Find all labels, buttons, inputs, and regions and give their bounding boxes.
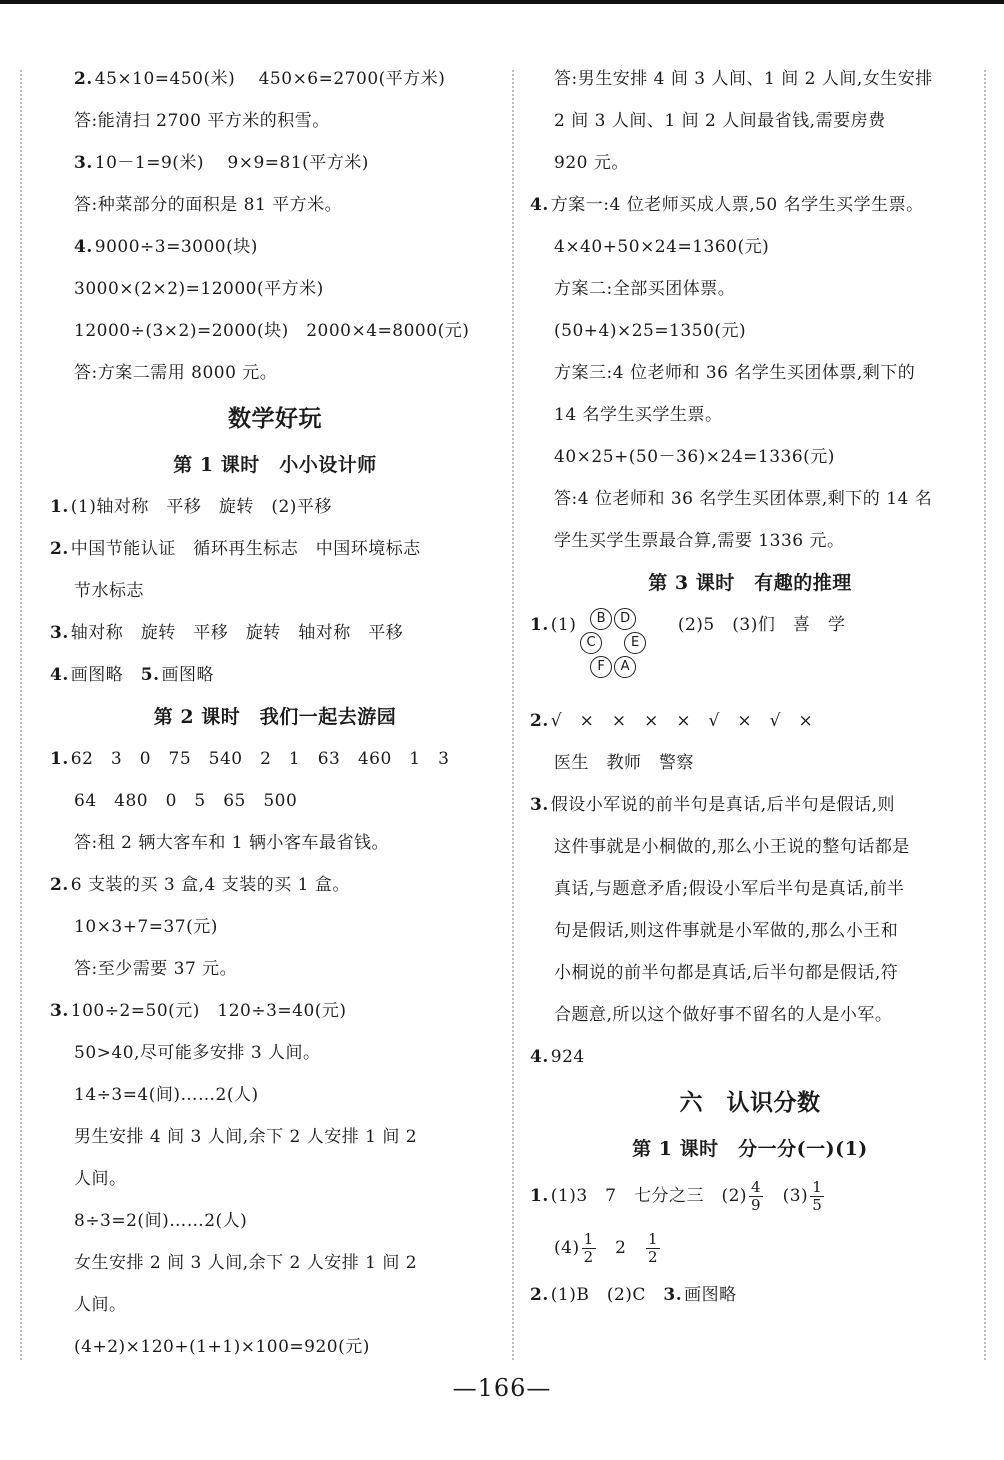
fraction (646, 1231, 660, 1266)
answer-line (530, 268, 970, 310)
circled-letter: D (614, 608, 636, 630)
answer-line (50, 906, 500, 948)
answer-line (50, 1284, 500, 1326)
answer-line (530, 520, 970, 562)
answer-line (50, 570, 500, 612)
answer-text: (1)3 7 七分之三 (2) (550, 1186, 748, 1206)
answer-text: 六 认识分数 (679, 1090, 821, 1116)
answer-line (50, 100, 500, 142)
section-heading (50, 394, 500, 444)
fraction (749, 1179, 763, 1214)
answer-line (530, 868, 970, 910)
answer-text: 64 480 0 5 65 500 (74, 791, 298, 811)
circled-letter: E (624, 632, 646, 654)
answer-text: 920 元。 (554, 153, 629, 173)
right-dotted-rule (984, 70, 986, 1360)
answer-text: 10×3+7=37(元) (74, 917, 218, 937)
answer-line (50, 1326, 500, 1368)
question-number: 3. (530, 795, 549, 815)
answer-line (530, 700, 970, 742)
answer-line (50, 268, 500, 310)
circled-letter: A (614, 656, 636, 678)
answer-line (50, 352, 500, 394)
answer-line (50, 226, 500, 268)
answer-line (50, 1074, 500, 1116)
answer-line (50, 58, 500, 100)
answer-text: 40×25+(50－36)×24=1336(元) (554, 447, 835, 467)
answer-text: 10－1=9(米) 9×9=81(平方米) (94, 153, 369, 173)
answer-text: (4) (554, 1238, 580, 1258)
answer-text: 节水标志 (74, 581, 144, 601)
right-column (530, 58, 970, 1316)
circled-letters (580, 604, 660, 674)
answer-text: (3) (765, 1186, 809, 1206)
answer-text: 答:男生安排 4 间 3 人间、1 间 2 人间,女生安排 (554, 69, 933, 89)
answer-text: 这件事就是小桐做的,那么小王说的整句话都是 (554, 837, 910, 857)
answer-text: 45×10=450(米) 450×6=2700(平方米) (94, 69, 446, 89)
answer-text: (50+4)×25=1350(元) (554, 321, 747, 341)
answer-line (530, 1170, 970, 1222)
answer-line (50, 738, 500, 780)
answer-line (530, 952, 970, 994)
answer-text: 合题意,所以这个做好事不留名的人是小军。 (554, 1005, 893, 1025)
answer-text: 中国节能认证 循环再生标志 中国环境标志 (70, 539, 421, 559)
answer-text: 14÷3=4(间)……2(人) (74, 1085, 259, 1105)
question-number: 2. (50, 875, 69, 895)
answer-text: 句是假话,则这件事就是小军做的,那么小王和 (554, 921, 899, 941)
answer-line (50, 948, 500, 990)
answer-line (530, 1274, 970, 1316)
question-number: 2. (530, 711, 549, 731)
fraction-numerator: 1 (583, 1230, 594, 1248)
answer-line (530, 394, 970, 436)
answer-line (530, 226, 970, 268)
question-number: 1. (530, 615, 549, 635)
question-number: 3. (50, 623, 69, 643)
answer-text: 人间。 (74, 1295, 127, 1315)
answer-line (50, 864, 500, 906)
answer-text: 924 (550, 1047, 585, 1067)
answer-line (530, 994, 970, 1036)
question-number: 4. (530, 1047, 549, 1067)
answer-text: 画图略 (684, 1285, 737, 1305)
answer-line (50, 1158, 500, 1200)
fraction-denominator: 2 (647, 1248, 659, 1266)
answer-line (530, 1036, 970, 1078)
answer-line (530, 784, 970, 826)
answer-line (530, 742, 970, 784)
answer-text: 答:方案二需用 8000 元。 (74, 363, 278, 383)
answer-text: 6 支装的买 3 盒,4 支装的买 1 盒。 (70, 875, 350, 895)
answer-line (50, 612, 500, 654)
center-dotted-rule (512, 70, 514, 1360)
answer-line (530, 184, 970, 226)
answer-line (50, 654, 500, 696)
section-heading (50, 696, 500, 738)
section-heading (530, 1128, 970, 1170)
answer-text: (2)5 (3)们 喜 学 (660, 615, 846, 635)
page-number: —166— (452, 1374, 552, 1402)
answer-text: 画图略 (70, 665, 141, 685)
answer-text: 答:租 2 辆大客车和 1 辆小客车最省钱。 (74, 833, 389, 853)
top-rule (0, 0, 1004, 4)
answer-text: 小桐说的前半句都是真话,后半句都是假话,符 (554, 963, 899, 983)
answer-line (530, 310, 970, 352)
answer-line (530, 100, 970, 142)
answer-text: 假设小军说的前半句是真话,后半句是假话,则 (550, 795, 896, 815)
answer-text: (1)轴对称 平移 旋转 (2)平移 (70, 497, 332, 517)
circled-letter: F (590, 656, 612, 678)
answer-text: 方案三:4 位老师和 36 名学生买团体票,剩下的 (554, 363, 916, 383)
answer-text: 3000×(2×2)=12000(平方米) (74, 279, 324, 299)
answer-text: 画图略 (161, 665, 214, 685)
answer-line (50, 1116, 500, 1158)
answer-line (50, 486, 500, 528)
section-heading (50, 444, 500, 486)
answer-line (50, 822, 500, 864)
answer-line (50, 310, 500, 352)
answer-text: 男生安排 4 间 3 人间,余下 2 人安排 1 间 2 (74, 1127, 418, 1147)
answer-text: 答:4 位老师和 36 名学生买团体票,剩下的 14 名 (554, 489, 933, 509)
question-number: 4. (530, 195, 549, 215)
answer-line (50, 142, 500, 184)
answer-text: 数学好玩 (228, 406, 322, 432)
answer-text: 医生 教师 警察 (554, 753, 694, 773)
fraction-denominator: 9 (751, 1196, 762, 1214)
answer-text: 学生买学生票最合算,需要 1336 元。 (554, 531, 845, 551)
answer-line (50, 1032, 500, 1074)
answer-text: √ × × × × √ × √ × (550, 711, 814, 731)
left-column (50, 58, 500, 1368)
left-dotted-rule (20, 70, 22, 1360)
question-number: 4. (50, 665, 69, 685)
answer-line (530, 604, 970, 700)
answer-text: 4×40+50×24=1360(元) (554, 237, 770, 257)
answer-text: 第 3 课时 有趣的推理 (648, 572, 852, 594)
answer-text: 12000÷(3×2)=2000(块) 2000×4=8000(元) (74, 321, 470, 341)
answer-text: 女生安排 2 间 3 人间,余下 2 人安排 1 间 2 (74, 1253, 418, 1273)
answer-text: 50>40,尽可能多安排 3 人间。 (74, 1043, 321, 1063)
answer-line (50, 528, 500, 570)
question-number: 2. (50, 539, 69, 559)
answer-line (50, 1242, 500, 1284)
answer-text: 方案一:4 位老师买成人票,50 名学生买学生票。 (550, 195, 924, 215)
circled-letter: B (590, 608, 612, 630)
answer-text: 2 (597, 1238, 644, 1258)
fraction (810, 1179, 824, 1214)
answer-text: (4+2)×120+(1+1)×100=920(元) (74, 1337, 370, 1357)
answer-text: 答:种菜部分的面积是 81 平方米。 (74, 195, 343, 215)
answer-text: 2 间 3 人间、1 间 2 人间最省钱,需要房费 (554, 111, 886, 131)
question-number: 5. (140, 665, 160, 685)
question-number: 1. (50, 497, 69, 517)
answer-line (530, 1222, 970, 1274)
section-heading (530, 1078, 970, 1128)
answer-text: (1)B (2)C (550, 1285, 664, 1305)
answer-text: 答:能清扫 2700 平方米的积雪。 (74, 111, 330, 131)
answer-line (50, 184, 500, 226)
question-number: 2. (530, 1285, 549, 1305)
answer-text: 100÷2=50(元) 120÷3=40(元) (70, 1001, 347, 1021)
answer-line (530, 436, 970, 478)
answer-line (530, 826, 970, 868)
question-number: 4. (74, 237, 93, 257)
answer-line (50, 1200, 500, 1242)
question-number: 1. (50, 749, 69, 769)
answer-line (530, 58, 970, 100)
answer-text: 第 1 课时 小小设计师 (173, 454, 377, 476)
fraction-numerator: 1 (812, 1178, 823, 1196)
answer-text: 第 1 课时 分一分(一)(1) (632, 1138, 868, 1160)
answer-line (50, 990, 500, 1032)
answer-text: 方案二:全部买团体票。 (554, 279, 736, 299)
answer-text: 62 3 0 75 540 2 1 63 460 1 3 (70, 749, 450, 769)
answer-text: 14 名学生买学生票。 (554, 405, 723, 425)
answer-line (50, 780, 500, 822)
fraction (582, 1231, 596, 1266)
question-number: 2. (74, 69, 93, 89)
answer-text: 人间。 (74, 1169, 127, 1189)
circled-letter: C (580, 632, 602, 654)
fraction-denominator: 2 (583, 1248, 594, 1266)
answer-line (530, 142, 970, 184)
question-number: 3. (50, 1001, 69, 1021)
question-number: 3. (663, 1285, 683, 1305)
answer-line (530, 478, 970, 520)
answer-text: 9000÷3=3000(块) (94, 237, 258, 257)
answer-text: 第 2 课时 我们一起去游园 (153, 706, 397, 728)
answer-text: 答:至少需要 37 元。 (74, 959, 238, 979)
answer-line (530, 352, 970, 394)
answer-text: (1) (550, 615, 577, 635)
answer-text: 真话,与题意矛盾;假设小军后半句是真话,前半 (554, 879, 905, 899)
fraction-numerator: 1 (647, 1230, 659, 1248)
question-number: 1. (530, 1186, 549, 1206)
question-number: 3. (74, 153, 93, 173)
section-heading (530, 562, 970, 604)
fraction-numerator: 4 (751, 1178, 762, 1196)
answer-line (530, 910, 970, 952)
answer-text: 轴对称 旋转 平移 旋转 轴对称 平移 (70, 623, 404, 643)
fraction-denominator: 5 (812, 1196, 823, 1214)
answer-text: 8÷3=2(间)……2(人) (74, 1211, 248, 1231)
